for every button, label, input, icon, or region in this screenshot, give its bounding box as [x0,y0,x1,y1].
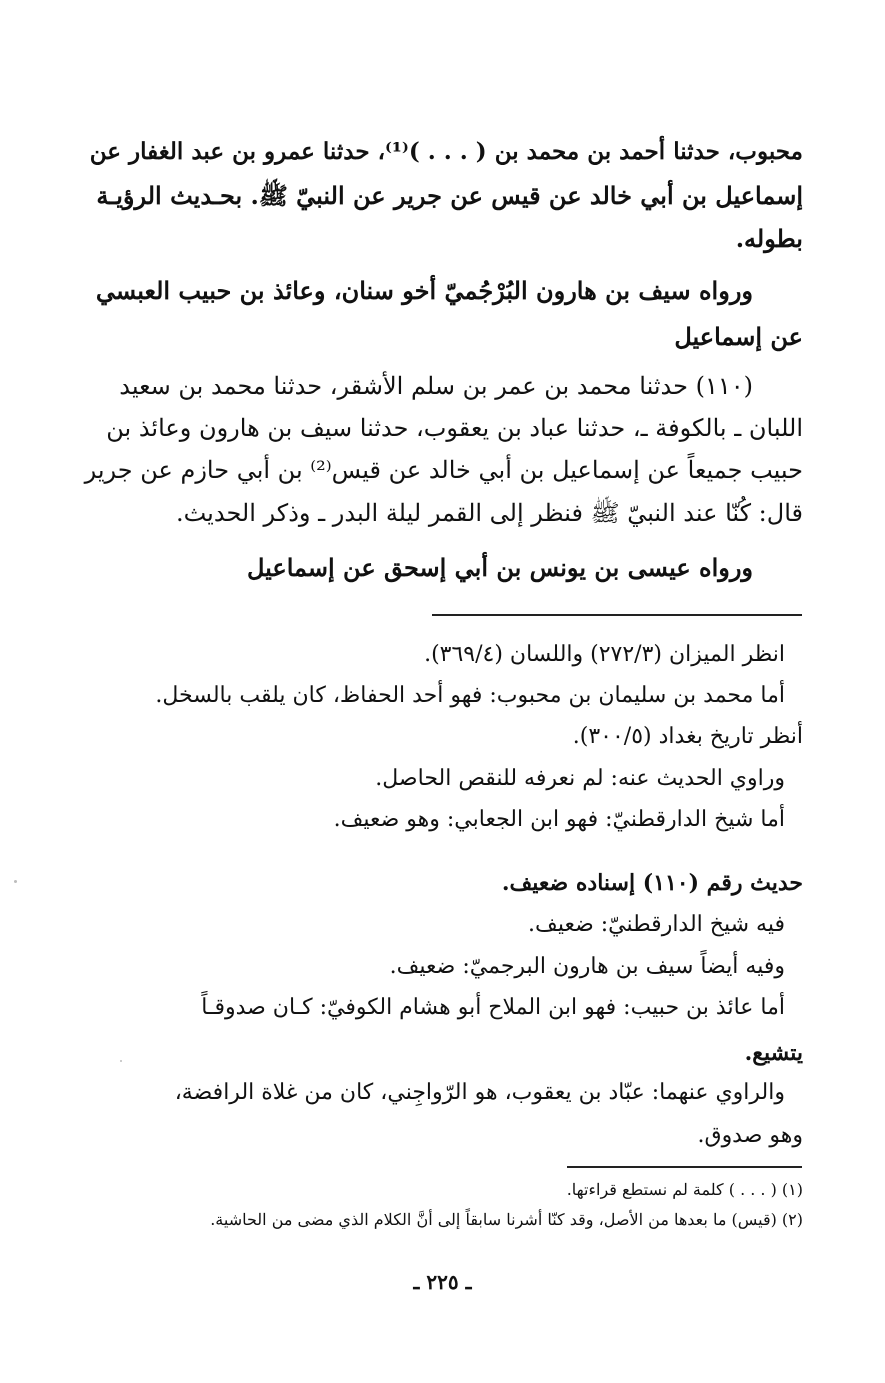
footnote: (١) ( . . . ) كلمة لم نستطع قراءتها. [566,1180,803,1199]
main-text-line: قال: كُنّا عند النبيّ ﷺ فنظر إلى القمر ليلة البدر ـ وذكر الحديث. [175,499,803,527]
note-line: أنظر تاريخ بغداد (٣٠٠/٥). [572,724,803,749]
note-line: والراوي عنهما: عبّاد بن يعقوب، هو الرّواجِني، كان من غلاة الرافضة، [174,1080,785,1105]
note-line: أما شيخ الدارقطنيّ: فهو ابن الجعابي: وهو ضعيف. [333,807,785,832]
hadith-grading-heading: حديث رقم (١١٠) إسناده ضعيف. [501,870,803,896]
main-text-line: إسماعيل بن أبي خالد عن قيس عن جرير عن النبيّ ﷺ. بحـديث الرؤيـة [96,181,803,210]
main-text-line: ورواه عيسى بن يونس بن أبي إسحق عن إسماعيل [246,553,753,582]
page-number: ـ ٢٢٥ ـ [413,1270,472,1294]
note-line: وهو صدوق. [697,1123,803,1148]
note-line: فيه شيخ الدارقطنيّ: ضعيف. [528,912,785,937]
note-line: وراوي الحديث عنه: لم نعرفه للنقص الحاصل. [375,766,785,791]
note-line: أما محمد بن سليمان بن محبوب: فهو أحد الحفاظ، كان يلقب بالسخل. [155,683,785,708]
main-text-line: محبوب، حدثنا أحمد بن محمد بن ( . . . )⁽¹⁾، حدثنا عمرو بن عبد الغفار عن [89,138,803,165]
note-line: انظر الميزان (٢٧٢/٣) واللسان (٣٦٩/٤). [424,642,785,667]
footnote: (٢) (قيس) ما بعدها من الأصل، وقد كنّا أشرنا سابقاً إلى أنَّ الكلام الذي مضى من الحاشية. [210,1210,803,1229]
scan-speck [14,880,17,883]
main-text-line: عن إسماعيل [674,322,803,351]
note-line: يتشيع. [744,1040,803,1066]
main-text-line: اللبان ـ بالكوفة ـ، حدثنا عباد بن يعقوب، حدثنا سيف بن هارون وعائذ بن [106,414,803,442]
note-line: أما عائذ بن حبيب: فهو ابن الملاح أبو هشام الكوفيّ: كـان صدوقـاً [201,995,785,1020]
main-text-line: (١١٠) حدثنا محمد بن عمر بن سلم الأشقر، حدثنا محمد بن سعيد [119,372,753,400]
footnote-separator [567,1166,802,1168]
scan-speck [120,1060,122,1062]
notes-separator [432,614,802,616]
note-line: وفيه أيضاً سيف بن هارون البرجميّ: ضعيف. [389,954,785,979]
main-text-line: بطوله. [735,224,803,253]
main-text-line: ورواه سيف بن هارون البُرْجُميّ أخو سنان، وعائذ بن حبيب العبسي [95,276,753,305]
main-text-line: حبيب جميعاً عن إسماعيل بن أبي خالد عن قيس⁽²⁾ بن أبي حازم عن جرير [84,456,803,484]
